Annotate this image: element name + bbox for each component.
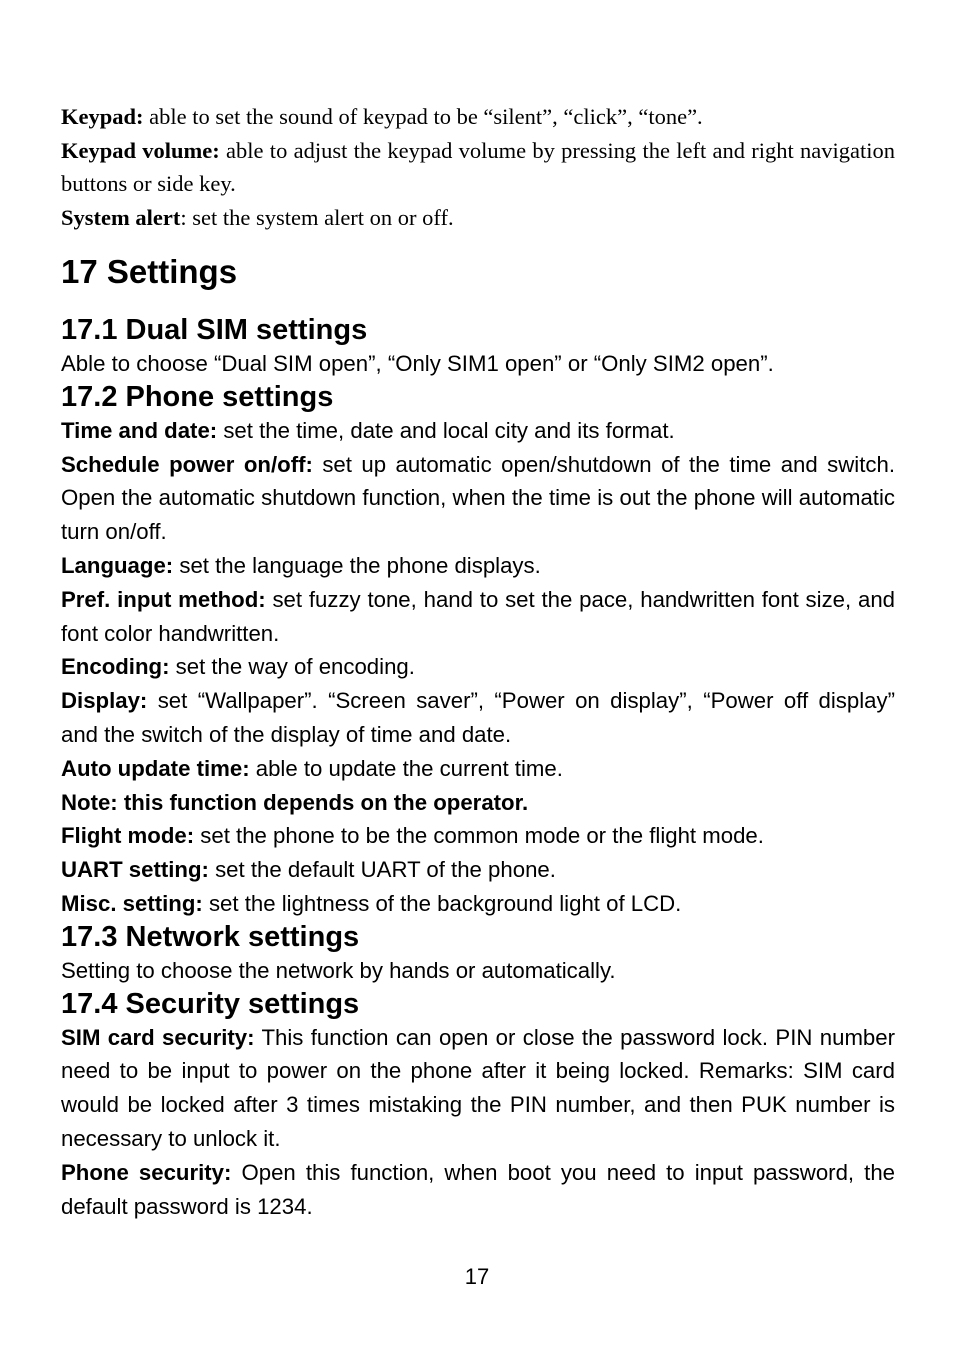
paragraph-keypad-volume <box>61 134 895 201</box>
paragraph-auto-update <box>61 752 895 786</box>
paragraph-language <box>61 549 895 583</box>
term-text: set the lightness of the background light of LCD. <box>202 890 682 916</box>
paragraph-input-method <box>61 583 895 651</box>
term-text: set the time, date and local city and its format. <box>217 417 675 443</box>
term-label: Time and date: <box>61 417 218 443</box>
section-dual-sim <box>61 314 895 381</box>
term-label: Keypad volume: <box>61 137 220 163</box>
term-label: Encoding: <box>61 654 170 680</box>
term-text: set the phone to be the common mode or the flight mode. <box>194 823 764 849</box>
section-network-settings <box>61 921 895 988</box>
term-label: SIM card security: <box>61 1024 255 1050</box>
page-number: 17 <box>464 1264 490 1289</box>
section-heading: 17.4 Security settings <box>61 987 360 1020</box>
term-label: Auto update time: <box>61 755 250 781</box>
paragraph-keypad <box>61 100 895 134</box>
paragraph-note <box>61 786 895 820</box>
term-label: Language: <box>61 552 174 578</box>
term-text: set the way of encoding. <box>169 654 415 680</box>
paragraph-misc <box>61 887 895 921</box>
paragraph-time-date <box>61 414 895 448</box>
paragraph-display <box>61 684 895 752</box>
paragraph-schedule-power <box>61 448 895 549</box>
term-label: Schedule power on/off: <box>61 451 313 477</box>
term-text: able to adjust the keypad volume by pressing the left and right navigation buttons or side key. <box>61 137 895 196</box>
term-text: able to set the sound of keypad to be “silent”, “click”, “tone”. <box>143 104 703 129</box>
term-label: Keypad: <box>61 104 144 129</box>
paragraph-flight-mode <box>61 819 895 853</box>
paragraph-sim-security <box>61 1021 895 1156</box>
chapter-title: 17 Settings <box>61 253 238 290</box>
term-label: Display: <box>61 688 148 714</box>
section-phone-settings <box>61 381 895 921</box>
term-text: set “Wallpaper”. “Screen saver”, “Power on display”, “Power off display” and the switch of the display of time and date. <box>61 688 895 747</box>
term-text: : set the system alert on or off. <box>180 204 454 230</box>
intro-block <box>61 100 895 234</box>
section-body: Setting to choose the network by hands or automatically. <box>61 957 616 983</box>
section-heading: 17.1 Dual SIM settings <box>61 314 368 346</box>
note-text: Note: this function depends on the operator. <box>61 789 529 815</box>
term-label: Pref. input method: <box>61 586 266 612</box>
term-text: set the default UART of the phone. <box>208 857 556 883</box>
paragraph-system-alert <box>61 201 895 235</box>
term-label: UART setting: <box>61 857 209 883</box>
section-heading: 17.3 Network settings <box>61 920 360 953</box>
paragraph-encoding <box>61 650 895 684</box>
term-text: set the language the phone displays. <box>173 552 541 578</box>
paragraph-phone-security <box>61 1156 895 1224</box>
paragraph-uart <box>61 853 895 887</box>
term-text: This function can open or close the password lock. PIN number need to be input to power on the phone after it being locked. Remarks: SIM card would be locked after 3 times mistaking the PIN number, and then PUK number is necessary to unlock it. <box>61 1024 896 1151</box>
term-label: Phone security: <box>61 1159 232 1185</box>
term-text: set up automatic open/shutdown of the time and switch. Open the automatic shutdown function, when the time is out the phone will automatic turn on/off. <box>61 451 895 545</box>
section-heading: 17.2 Phone settings <box>61 380 334 413</box>
term-label: System alert <box>61 204 181 230</box>
term-label: Flight mode: <box>61 823 195 849</box>
term-label: Misc. setting: <box>61 890 203 916</box>
section-security-settings <box>61 988 895 1224</box>
term-text: able to update the current time. <box>249 755 563 781</box>
document-page <box>61 100 895 1223</box>
term-text: Open this function, when boot you need to input password, the default password is 1234. <box>61 1159 896 1219</box>
term-text: set fuzzy tone, hand to set the pace, handwritten font size, and font color handwritten. <box>61 586 895 646</box>
section-body: Able to choose “Dual SIM open”, “Only SIM1 open” or “Only SIM2 open”. <box>61 351 774 376</box>
